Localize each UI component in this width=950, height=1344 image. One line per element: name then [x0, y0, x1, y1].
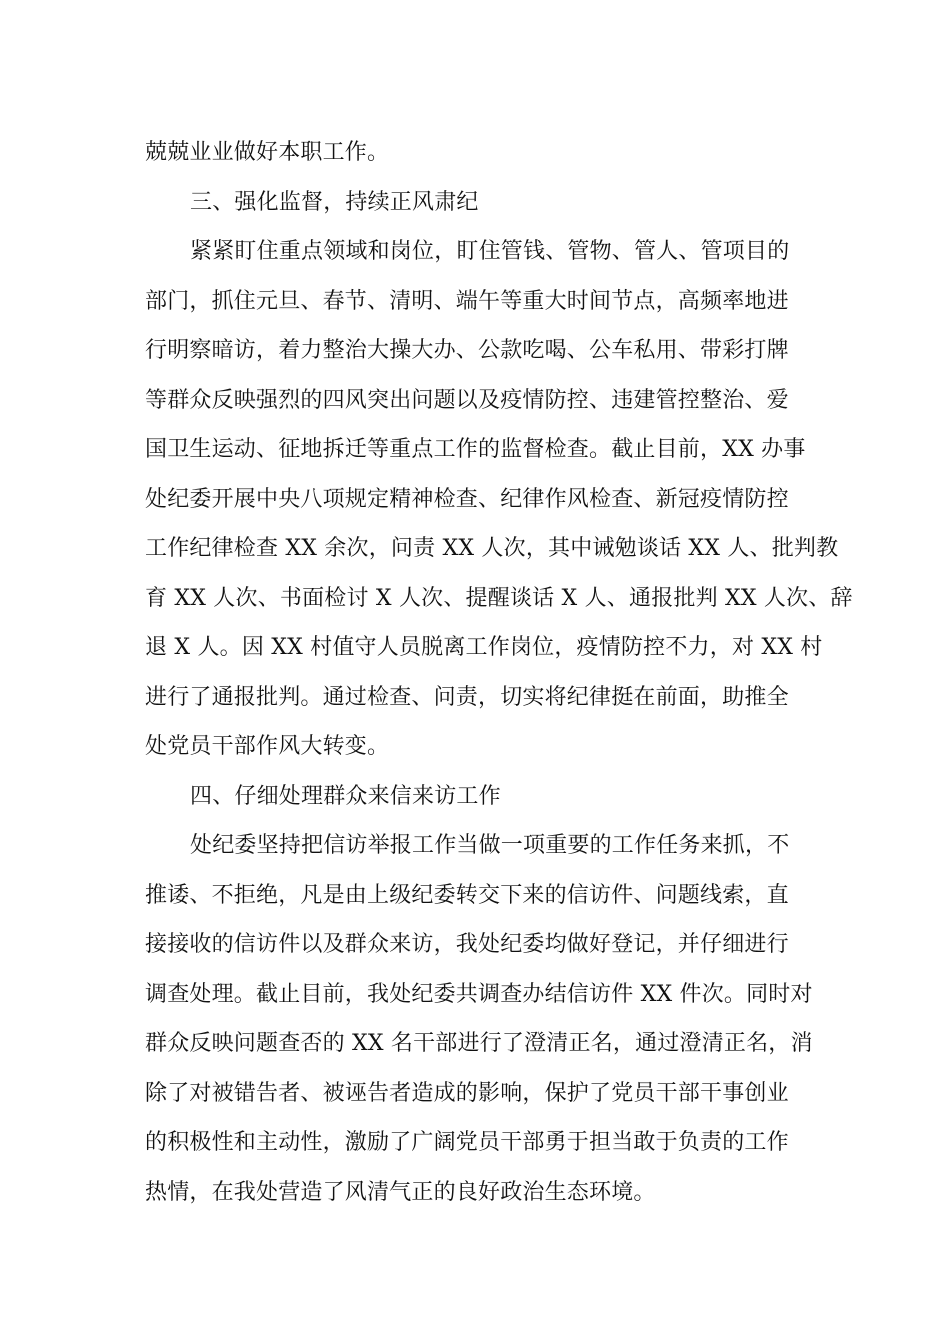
section-heading: 三、强化监督，持续正风肃纪 — [190, 189, 479, 215]
text-line: 的积极性和主动性，激励了广阔党员干部勇于担当敢于负责的工作 — [145, 1130, 789, 1155]
text-line: 紧紧盯住重点领域和岗位，盯住管钱、管物、管人、管项目的 — [190, 239, 790, 264]
text-line: 退 X 人。因 XX 村值守人员脱离工作岗位，疫情防控不力，对 XX 村 — [145, 635, 823, 660]
text-line: 处党员干部作风大转变。 — [145, 734, 390, 759]
text-line: 处纪委坚持把信访举报工作当做一项重要的工作任务来抓，不 — [190, 833, 790, 858]
text-line: 热情，在我处营造了风清气正的良好政治生态环境。 — [145, 1179, 656, 1205]
section-heading: 四、仔细处理群众来信来访工作 — [190, 783, 501, 809]
text-line: 处纪委开展中央八项规定精神检查、纪律作风检查、新冠疫情防控 — [145, 486, 789, 512]
text-line: 接接收的信访件以及群众来访，我处纪委均做好登记，并仔细进行 — [145, 932, 789, 957]
text-line: 兢兢业业做好本职工作。 — [145, 140, 390, 165]
text-line: 群众反映问题查否的 XX 名干部进行了澄清正名，通过澄清正名，消 — [145, 1031, 813, 1056]
document-body — [145, 128, 853, 1217]
text-line: 推诿、不拒绝，凡是由上级纪委转交下来的信访件、问题线索，直 — [145, 882, 789, 908]
text-line: 育 XX 人次、书面检讨 X 人次、提醒谈话 X 人、通报批判 XX 人次、辞 — [145, 585, 853, 611]
text-line: 等群众反映强烈的四风突出问题以及疫情防控、违建管控整治、爱 — [145, 387, 789, 413]
text-line: 行明察暗访，着力整治大操大办、公款吃喝、公车私用、带彩打牌 — [145, 338, 789, 363]
text-line: 调查处理。截止目前，我处纪委共调查办结信访件 XX 件次。同时对 — [145, 981, 813, 1007]
text-line: 除了对被错告者、被诬告者造成的影响，保护了党员干部干事创业 — [145, 1080, 789, 1106]
text-line: 工作纪律检查 XX 余次，问责 XX 人次，其中诫勉谈话 XX 人、批判教 — [145, 536, 839, 561]
text-line: 部门，抓住元旦、春节、清明、端午等重大时间节点，高频率地进 — [145, 288, 789, 314]
text-line: 进行了通报批判。通过检查、问责，切实将纪律挺在前面，助推全 — [145, 684, 789, 710]
text-line: 国卫生运动、征地拆迁等重点工作的监督检查。截止目前，XX 办事 — [145, 437, 806, 462]
